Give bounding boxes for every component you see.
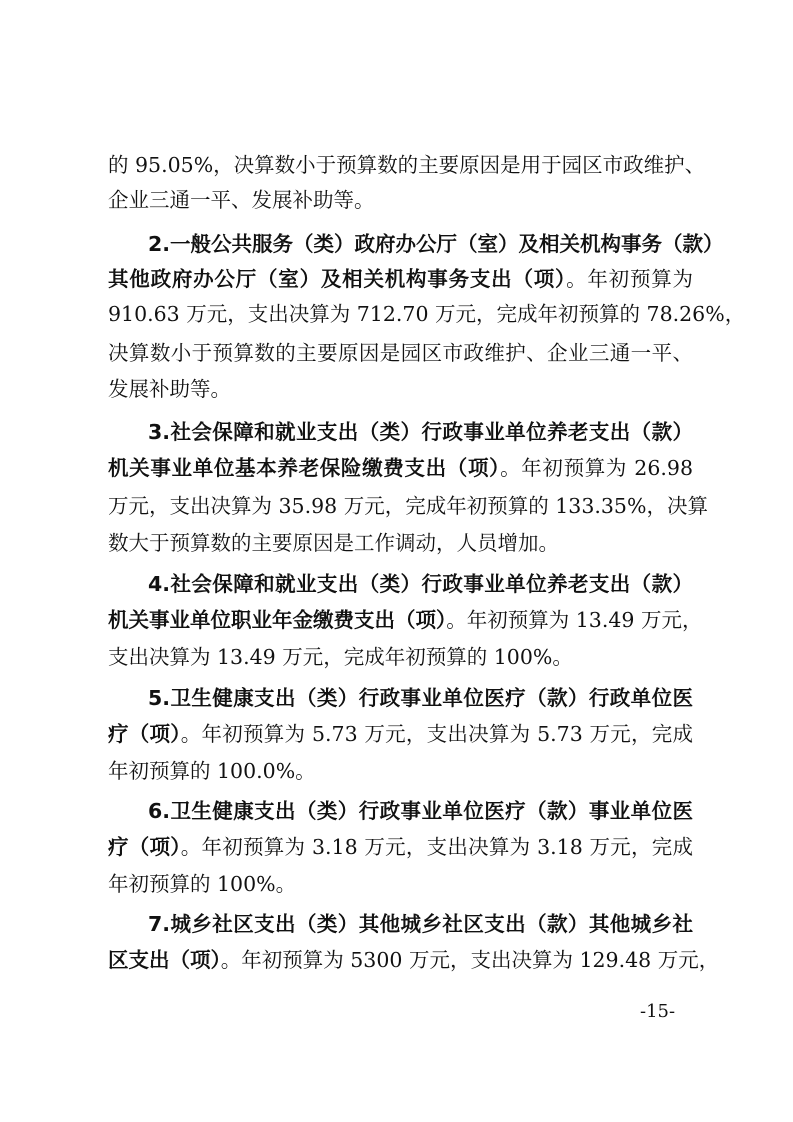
section-heading: 7.城乡社区支出（类）其他城乡社区支出（款）其他城乡社 [148,912,693,936]
paragraph-line: 万元，支出决算为 35.98 万元，完成年初预算的 133.35%，决算 [108,494,708,518]
section-heading: 其他政府办公厅（室）及相关机构事务支出（项） [108,267,567,291]
section-heading: 疗（项） [108,835,181,859]
paragraph-line [108,720,693,748]
paragraph-text: 。年初预算为 13.49 万元， [446,608,703,632]
paragraph-text: 。年初预算为 5300 万元，支出决算为 129.48 万元， [220,948,720,972]
paragraph-line [108,265,693,293]
paragraph-line: 企业三通一平、发展补助等。 [108,188,375,212]
paragraph-line: 支出决算为 13.49 万元，完成年初预算的 100%。 [108,645,573,669]
section-heading: 3.社会保障和就业支出（类）行政事业单位养老支出（款） [148,420,693,444]
section-heading: 机关事业单位基本养老保险缴费支出（项） [108,456,501,480]
section-heading: 6.卫生健康支出（类）行政事业单位医疗（款）事业单位医 [148,799,693,823]
paragraph-line: 年初预算的 100%。 [108,872,297,896]
paragraph-line: 决算数小于预算数的主要原因是园区市政维护、企业三通一平、 [108,341,693,365]
paragraph-text: 。年初预算为 26.98 [500,456,693,480]
section-heading: 5.卫生健康支出（类）行政事业单位医疗（款）行政单位医 [148,686,693,710]
page-number: -15- [640,1001,676,1022]
paragraph-text: 。年初预算为 3.18 万元，支出决算为 3.18 万元，完成 [180,835,693,859]
paragraph-line: 910.63 万元，支出决算为 712.70 万元，完成年初预算的 78.26%， [108,302,746,326]
paragraph-line: 发展补助等。 [108,377,231,401]
paragraph-line [108,454,693,482]
section-heading: 区支出（项） [108,948,221,972]
paragraph-text: 。年初预算为 [566,267,694,291]
paragraph-line [108,833,693,861]
paragraph-line: 数大于预算数的主要原因是工作调动，人员增加。 [108,531,559,555]
paragraph-line: 年初预算的 100.0%。 [108,759,316,783]
paragraph-line [108,946,720,974]
paragraph-line: 的 95.05%，决算数小于预算数的主要原因是用于园区市政维护、 [108,153,706,177]
section-heading: 疗（项） [108,722,181,746]
paragraph-text: 。年初预算为 5.73 万元，支出决算为 5.73 万元，完成 [180,722,693,746]
paragraph-line [108,606,703,634]
section-heading: 4.社会保障和就业支出（类）行政事业单位养老支出（款） [148,572,693,596]
section-heading: 2.一般公共服务（类）政府办公厅（室）及相关机构事务（款） [148,232,724,256]
section-heading: 机关事业单位职业年金缴费支出（项） [108,608,447,632]
